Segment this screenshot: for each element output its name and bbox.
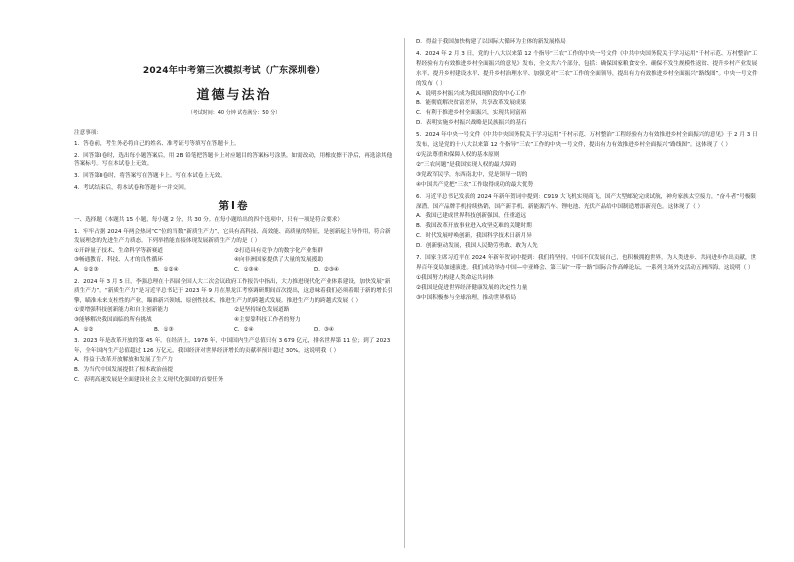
- question-6: [416, 193, 758, 252]
- question-3: [74, 337, 394, 385]
- statement: ④向非洲国家提供了大量的发展援助: [234, 257, 323, 264]
- choice: C．有利于推进乡村全面振兴，实现共同富裕: [416, 110, 527, 117]
- question-stem: 7．国家主席习近平在 2024 年新年贺词中提到：我们将坚持，中国不仅发展自己，也积极拥抱世界，为人类进步、共同进步作出贡献，世界百年变局加速演进。我们成功举办中国—中亚峰会、第三届“一带一路”国际合作高峰论坛，一系列主场外交活动五洲四海。这说明（ ）: [416, 255, 757, 271]
- choice: D．得益于我国加快构建了以国际大循环为主体的新发展格局: [416, 39, 566, 45]
- choice: D．②③④: [314, 266, 339, 273]
- choice: A．说明乡村振兴成为我国现阶段的中心工作: [416, 90, 527, 97]
- statement: ③中国积极参与全球治理，推动世界格局: [416, 294, 517, 301]
- choice-list: [74, 266, 394, 276]
- note-item: 1．答卷前，考生务必将自己的姓名、准考证号等填写在答题卡上。: [74, 141, 240, 147]
- note-item: 2．回答第Ⅰ卷时，选出每小题答案后，用 2B 铅笔把答题卡上对应题目的答案标号涂黑。如需改动，用橡皮擦干净后，再选涂其他答案标号。写在本试卷上无效。: [74, 153, 393, 167]
- choice: A．我国已建成世界科技创新强国，任重道远: [416, 213, 527, 220]
- question-4: [416, 50, 758, 129]
- column-divider: [404, 38, 405, 548]
- question-stem: 3．2023 年是改革开放的第 45 年。在经济上，1978 年，中国国内生产总值只有 3 679 亿元，排名世界第 11 位；到了 2023 年，全年国内生产总值超过 126 万亿元，我国经济对世界经济增长的贡献率预计超过 30%。这说明我（ ）: [74, 338, 391, 354]
- choice: D．创新驱动发展，我国人民勤劳勇敢、敢为人先: [416, 243, 538, 250]
- choice: C．②④: [234, 326, 254, 333]
- statement-list: [74, 306, 394, 325]
- statement: ②“三农问题”是我国实现人权的最大障碍: [416, 161, 517, 168]
- question-5: [416, 131, 758, 190]
- note-item: 3．回答第Ⅱ卷时，将答案写在答题卡上。写在本试卷上无效。: [74, 173, 226, 179]
- choice-list: [74, 326, 394, 336]
- choice: C．①③④: [234, 266, 259, 273]
- note-item: 4．考试结束后，将本试卷和答题卡一并交回。: [74, 185, 190, 191]
- left-column: [74, 0, 394, 562]
- statement: ③能够解决我国面临的所有挑战: [74, 316, 152, 323]
- statement: ②我国是促进世界经济健康发展的决定性力量: [416, 284, 528, 291]
- statement-list: [74, 247, 394, 266]
- choice: C．时代发展呼唤创新，我国科学技术日新月异: [416, 233, 532, 240]
- notes-list: [74, 140, 394, 192]
- question-2: [74, 278, 394, 336]
- question-stem: 6．习近平总书记发表的 2024 年新年贺词中提到：C919 大飞机实现商飞，国产大型邮轮完成试航，神舟家族太空接力，“奋斗者”号极限深潜。国产品牌手机持续热销，国产新手机、新能源汽车、锂电池、光伏产品给中国制造增添新亮色。这体现了（ ）: [416, 193, 756, 210]
- section-instructions: 一、选择题（本题共 15 小题，每小题 2 分，共 30 分。在每小题给出的四个选项中，只有一项是符合要求）: [74, 217, 343, 223]
- choice: B．①②④: [154, 266, 179, 273]
- choice: A．①②③: [74, 266, 99, 273]
- statement: ①我国努力构建人类命运共同体: [416, 274, 494, 281]
- choice: C．表明高速发展是全面建设社会主义现代化强国的首要任务: [74, 376, 224, 383]
- statement: ④中国共产党把“三农”工作取得成功的最大优势: [416, 181, 534, 188]
- notes-heading: 注意事项：: [74, 130, 102, 136]
- choice: B．能彻底解决贫富差异，共享改革发展成果: [416, 100, 527, 107]
- subject-title: 道德与法治: [196, 88, 272, 103]
- exam-title: 2024年中考第三次模拟考试（广东深圳卷）: [142, 66, 326, 76]
- question-stem: 2．2024 年 3 月 5 日，李强总理在十四届全国人大二次会议政府工作报告中指出，大力推进现代化产业体系建设，加快发展“新质生产力”。“新质生产力”是习近平总书记于 2023 年 9 月在黑龙江考察调研期间首次提出，这意味着我们必须着眼于新的增长引擎，瞄准未来支柱性的产业，瞄准新兴领域、原创性技术，推进生产力的跨越式发展。推进生产力的跨越式发展（ ）: [74, 278, 393, 304]
- question-stem: 5．2024 年中央一号文件《中共中央国务院关于学习运用“千村示范、万村整治”工程经验有力有效推进乡村全面振兴的意见》于 2 月 3 日发布，这是党的十八大以来第 12 个指导“三农”工作的中央一号文件，提出有力有效推进乡村全面振兴“路线图”。这体现了（ ）: [416, 132, 758, 149]
- statement: ③党政军民学，东西南北中，党是领导一切的: [416, 171, 528, 178]
- choice: D．③④: [314, 326, 334, 333]
- statement: ②打造具有竞争力的数字化产业集群: [234, 247, 323, 254]
- question-stem: 1．牢牢占据 2024 年两会热词“C”位的当数“新质生产力”，它具有高科技、高效能、高质量的特征，是创新起主导作用，符合新发展理念的先进生产力质态。下列举措能直接体现发展新质生产力的是（ ）: [74, 228, 391, 245]
- right-column: [416, 0, 758, 562]
- exam-meta: （考试时间：40 分钟 试卷满分：50 分）: [187, 110, 281, 116]
- statement: ①开辟量子技术、生命科学等新赛道: [74, 247, 163, 254]
- choice: B．为当代中国发展提供了根本政治前提: [74, 366, 173, 373]
- statement: ③畅通教育、科技、人才的良性循环: [74, 257, 163, 264]
- question-7: [416, 254, 758, 304]
- section-title: 第Ⅰ卷: [218, 200, 250, 212]
- statement: ①要增强科技创新能力和自主创新能力: [74, 307, 169, 314]
- choice: A．①②: [74, 326, 94, 333]
- question-stem: 4．2024 年 2 月 3 日，党的十八大以来第 12 个指导“三农”工作的中央一号文件《中共中央国务院关于学习运用“千村示范、万村整治”工程经验有力有效推进乡村全面振兴的意见》发布，全文共六个部分，包括：确保国家粮食安全、确保不发生规模性返贫、提升乡村产业发展水平、提升乡村建设水平、提升乡村治理水平、加强党对“三农”工作的全面领导，提出有力有效推进乡村全面振兴“路线图”。中央一号文件的发布（ ）: [416, 50, 758, 87]
- statement: ④主要靠科技工作者的努力: [234, 316, 301, 323]
- statement: ②是坚持绿色发展道路: [234, 307, 290, 314]
- statement: ①宪法尊重和保障人权的基本原则: [416, 151, 500, 158]
- question-1: [74, 228, 394, 276]
- choice: B．①③: [154, 326, 174, 333]
- choice: A．得益于改革开放解放和发展了生产力: [74, 357, 173, 364]
- choice: B．我国改革开放事业进入攻坚克难的关键时期: [416, 223, 532, 230]
- choice: D．表明实施乡村振兴战略是民族振兴的基石: [416, 120, 527, 127]
